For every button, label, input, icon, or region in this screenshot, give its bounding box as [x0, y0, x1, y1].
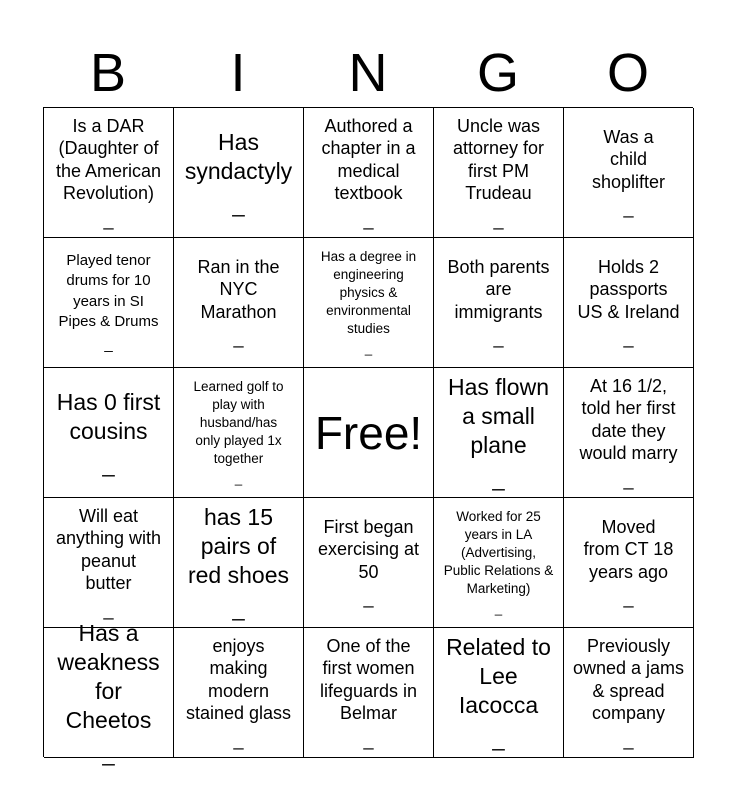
- cell-text: Worked for 25 years in LA (Advertising, Public Relations & Marketing): [443, 508, 554, 596]
- header-letter-n: N: [348, 43, 388, 103]
- bingo-cell[interactable]: [174, 368, 304, 498]
- header-letter-i: I: [230, 43, 246, 103]
- cell-text: One of the first women lifeguards in Belmar: [319, 635, 418, 723]
- cell-text: First began exercising at 50: [317, 516, 420, 582]
- signature-line: _: [623, 469, 634, 490]
- signature-line: _: [232, 191, 245, 217]
- signature-line: _: [623, 198, 634, 219]
- cell-text: Has a weakness for Cheetos: [57, 619, 160, 733]
- cell-text: Has 0 first cousins: [56, 388, 161, 444]
- bingo-cell[interactable]: [434, 498, 564, 628]
- signature-line: _: [363, 209, 374, 230]
- bingo-cell[interactable]: [434, 238, 564, 368]
- cell-text: Uncle was attorney for first PM Trudeau: [452, 115, 545, 203]
- signature-line: _: [102, 451, 115, 477]
- bingo-cell[interactable]: [304, 108, 434, 238]
- signature-line: _: [364, 340, 373, 356]
- header-letter-b: B: [89, 43, 127, 103]
- cell-text: Ran in the NYC Marathon: [197, 256, 280, 322]
- signature-line: _: [104, 335, 113, 353]
- bingo-cell[interactable]: [564, 108, 694, 238]
- bingo-cell[interactable]: [44, 619, 174, 766]
- signature-line: _: [623, 729, 634, 750]
- signature-line: _: [493, 328, 504, 349]
- cell-text: Has syndactyly: [184, 128, 293, 184]
- cell-text: At 16 1/2, told her first date they would marry: [579, 375, 678, 463]
- signature-line: _: [103, 599, 114, 620]
- cell-text: Previously owned a jams & spread company: [572, 635, 685, 723]
- cell-text: Has flown a small plane: [448, 374, 549, 458]
- cell-text: Played tenor drums for 10 years in SI Pipes & Drums: [58, 251, 159, 330]
- cell-text: Moved from CT 18 years ago: [583, 516, 674, 582]
- bingo-cell[interactable]: [174, 498, 304, 628]
- signature-line: _: [363, 729, 374, 750]
- bingo-cell[interactable]: [304, 238, 434, 368]
- header-letter-o: O: [606, 43, 649, 103]
- bingo-cell[interactable]: [304, 628, 434, 758]
- bingo-cell[interactable]: [174, 238, 304, 368]
- cell-text: Learned golf to play with husband/has only played 1x together: [193, 378, 284, 466]
- cell-text: Holds 2 passports US & Ireland: [577, 256, 680, 322]
- bingo-cell[interactable]: [44, 108, 174, 238]
- bingo-cell[interactable]: [174, 628, 304, 758]
- signature-line: _: [494, 600, 503, 616]
- bingo-cell[interactable]: [434, 368, 564, 498]
- signature-line: _: [492, 726, 505, 751]
- signature-line: _: [233, 729, 244, 750]
- bingo-cell[interactable]: [564, 368, 694, 498]
- bingo-header: [43, 38, 693, 108]
- bingo-cell[interactable]: [174, 108, 304, 238]
- bingo-cell[interactable]: [564, 628, 694, 758]
- cell-text: Will eat anything with peanut butter: [55, 505, 162, 593]
- cell-text: has 15 pairs of red shoes: [187, 504, 289, 588]
- cell-text: Free!: [314, 406, 423, 459]
- header-letter-g: G: [476, 43, 519, 103]
- bingo-cell[interactable]: [304, 498, 434, 628]
- signature-line: _: [623, 588, 634, 609]
- cell-text: Was a child shoplifter: [591, 126, 666, 192]
- free-square[interactable]: [304, 368, 434, 498]
- bingo-cell[interactable]: [44, 368, 174, 498]
- cell-text: Has a degree in engineering physics & environmental studies: [320, 248, 417, 336]
- cell-text: enjoys making modern stained glass: [185, 635, 292, 723]
- signature-line: _: [233, 328, 244, 349]
- signature-line: _: [493, 209, 504, 230]
- signature-line: _: [232, 596, 245, 621]
- cell-text: Both parents are immigrants: [447, 256, 550, 322]
- cell-text: Is a DAR (Daughter of the American Revolution): [55, 115, 162, 203]
- bingo-cell[interactable]: [564, 238, 694, 368]
- bingo-grid: [43, 107, 693, 766]
- cell-text: Authored a chapter in a medical textbook: [321, 115, 416, 203]
- cell-text: Related to Lee Iacocca: [446, 634, 551, 718]
- signature-line: _: [363, 588, 374, 609]
- bingo-cell[interactable]: [44, 238, 174, 368]
- bingo-cell[interactable]: [44, 498, 174, 628]
- bingo-cell[interactable]: [434, 628, 564, 758]
- signature-line: _: [492, 466, 505, 491]
- signature-line: _: [623, 328, 634, 349]
- signature-line: _: [103, 209, 114, 230]
- signature-line: _: [102, 740, 115, 766]
- signature-line: _: [234, 470, 243, 486]
- bingo-cell[interactable]: [564, 498, 694, 628]
- bingo-cell[interactable]: [434, 108, 564, 238]
